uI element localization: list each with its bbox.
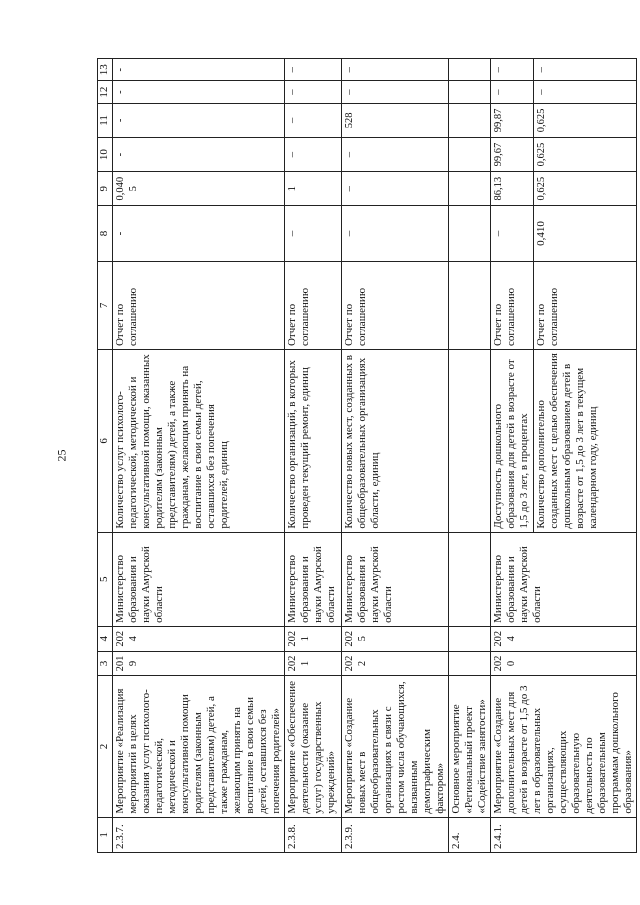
header-cell: 3: [98, 651, 113, 676]
header-cell: 8: [98, 206, 113, 261]
table-rotator: [97, 58, 634, 853]
value-cell: –: [285, 206, 342, 261]
value-cell: 99,87: [491, 103, 534, 137]
indicator: [449, 350, 491, 533]
indicator: Доступность дошкольного образования для детей в возрасте от 1,5 до 3 лет, в процентах: [491, 350, 534, 533]
value-cell: -: [113, 81, 285, 103]
value-cell: –: [342, 59, 449, 81]
value-cell: –: [285, 103, 342, 137]
row-number: 2.4.: [449, 817, 491, 852]
value-cell: [449, 172, 491, 206]
header-cell: 9: [98, 172, 113, 206]
value-cell: 0,0405: [113, 172, 285, 206]
indicator: Количество новых мест, созданных в общеобразовательных организациях области, единиц: [342, 350, 449, 533]
value-cell: –: [342, 138, 449, 172]
header-cell: 6: [98, 350, 113, 533]
row-number: 2.3.8.: [285, 817, 342, 852]
header-cell: 11: [98, 103, 113, 137]
value-cell: 528: [342, 103, 449, 137]
value-cell: –: [533, 81, 636, 103]
value-cell: –: [285, 59, 342, 81]
value-cell: –: [533, 59, 636, 81]
header-cell: 7: [98, 261, 113, 349]
value-cell: 0,625: [533, 103, 636, 137]
header-cell: 4: [98, 626, 113, 651]
start-year: [449, 651, 491, 676]
table-row: [342, 59, 449, 853]
table-landscape: [97, 58, 634, 853]
value-cell: 1: [285, 172, 342, 206]
row-number: 2.4.1.: [491, 817, 637, 852]
value-cell: –: [285, 138, 342, 172]
program-table: [97, 58, 637, 853]
header-cell: 13: [98, 59, 113, 81]
end-year: 2021: [285, 626, 342, 651]
executor: Министерство образования и науки Амурской области: [113, 532, 285, 626]
value-cell: 0,625: [533, 138, 636, 172]
source: Отчет по соглашению: [533, 261, 636, 349]
value-cell: -: [113, 206, 285, 261]
end-year: 2025: [342, 626, 449, 651]
end-year: 2024: [113, 626, 285, 651]
value-cell: –: [342, 206, 449, 261]
value-cell: –: [342, 81, 449, 103]
header-row: [98, 59, 113, 853]
end-year: 2024: [491, 626, 637, 651]
page-number: 25: [54, 449, 69, 462]
header-cell: 1: [98, 817, 113, 852]
source: Отчет по соглашению: [285, 261, 342, 349]
start-year: 2021: [285, 651, 342, 676]
value-cell: –: [491, 81, 534, 103]
executor: Министерство образования и науки Амурской области: [491, 532, 637, 626]
value-cell: –: [342, 172, 449, 206]
header-cell: 5: [98, 532, 113, 626]
end-year: [449, 626, 491, 651]
indicator: Количество организаций, в которых проведен текущий ремонт, единиц: [285, 350, 342, 533]
source: Отчет по соглашению: [491, 261, 534, 349]
measure-name: Мероприятие «Реализация мероприятий в целях оказания услуг психолого-педагогической, методической и консультативной помощи родителям (законным представителям) детей, а также гражданам, желающим принять на воспитание в свои семьи детей, оставшихся без попечения родителей»: [113, 676, 285, 817]
measure-name: Мероприятие «Создание дополнительных мест для детей в возрасте от 1,5 до 3 лет в образовательных организациях, осуществляющих образовательную деятельность по образовательным программам дошкольного образования»: [491, 676, 637, 817]
executor: Министерство образования и науки Амурской области: [342, 532, 449, 626]
value-cell: 0,625: [533, 172, 636, 206]
indicator: Количество услуг психолого-педагогической, методической и консультативной помощи, оказанных родителям (законным представителям) детей, а также гражданам, желающим принять на воспитание в свои семьи детей, оставшихся без попечения родителей, единиц: [113, 350, 285, 533]
value-cell: [449, 206, 491, 261]
value-cell: -: [113, 59, 285, 81]
value-cell: –: [285, 81, 342, 103]
measure-name: Основное мероприятие «Региональный проект «Содействие занятости»: [449, 676, 491, 817]
start-year: 2020: [491, 651, 637, 676]
value-cell: 0,410: [533, 206, 636, 261]
value-cell: 86,13: [491, 172, 534, 206]
measure-name: Мероприятие «Обеспечение деятельности (оказание услуг) государственных учреждений»: [285, 676, 342, 817]
indicator: Количество дополнительно созданных мест с целью обеспечения дошкольным образованием детей в возрасте от 1,5 до 3 лет в текущем календарном году, единиц: [533, 350, 636, 533]
row-number: 2.3.7.: [113, 817, 285, 852]
value-cell: –: [491, 206, 534, 261]
executor: [449, 532, 491, 626]
executor: Министерство образования и науки Амурской области: [285, 532, 342, 626]
start-year: 2019: [113, 651, 285, 676]
source: Отчет по соглашению: [342, 261, 449, 349]
table-row: [285, 59, 342, 853]
table-row: [491, 59, 534, 853]
value-cell: [449, 138, 491, 172]
header-cell: 12: [98, 81, 113, 103]
source: Отчет по соглашению: [113, 261, 285, 349]
table-row: [113, 59, 285, 853]
header-cell: 2: [98, 676, 113, 817]
table-row: [449, 59, 491, 853]
measure-name: Мероприятие «Создание новых мест в общеобразовательных организациях в связи с ростом числа обучающихся, вызванным демографическим фактором»: [342, 676, 449, 817]
value-cell: [449, 81, 491, 103]
source: [449, 261, 491, 349]
value-cell: [449, 59, 491, 81]
row-number: 2.3.9.: [342, 817, 449, 852]
start-year: 2022: [342, 651, 449, 676]
value-cell: 99,67: [491, 138, 534, 172]
value-cell: -: [113, 103, 285, 137]
value-cell: -: [113, 138, 285, 172]
value-cell: –: [491, 59, 534, 81]
value-cell: [449, 103, 491, 137]
header-cell: 10: [98, 138, 113, 172]
